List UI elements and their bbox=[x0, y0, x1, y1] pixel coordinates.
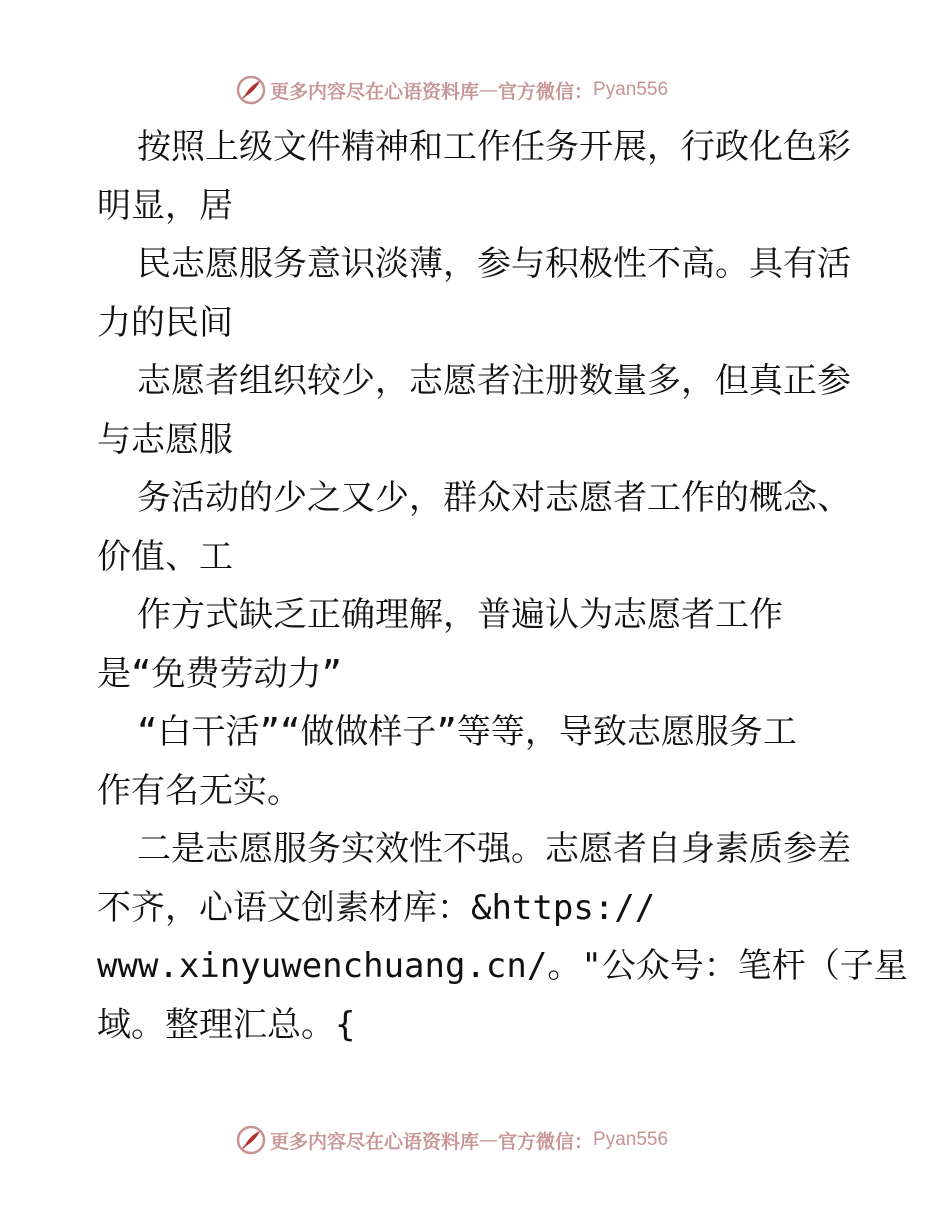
header-wechat-id: Pyan556 bbox=[593, 79, 669, 100]
text-line: 与志愿服 bbox=[97, 419, 233, 460]
header-dash: — bbox=[479, 79, 499, 101]
body-text bbox=[97, 118, 908, 1054]
footer-brand-text: 更多内容尽在心语资料库 bbox=[270, 1130, 480, 1153]
feather-pen-logo-icon bbox=[236, 1125, 266, 1155]
text-line: 域。整理汇总。{ bbox=[97, 1004, 356, 1045]
text-line: 作方式缺乏正确理解，普遍认为志愿者工作 bbox=[137, 595, 783, 635]
text-line: 价值、工 bbox=[97, 536, 233, 577]
footer-dash: — bbox=[479, 1129, 499, 1151]
text-line: 明显，居 bbox=[97, 185, 233, 226]
header-brand-text: 更多内容尽在心语资料库 bbox=[270, 80, 480, 103]
text-line: 民志愿服务意识淡薄，参与积极性不高。具有活 bbox=[137, 244, 851, 284]
text-line: www.xinyuwenchuang.cn/。"公众号：笔杆（子星 bbox=[97, 946, 908, 986]
text-line: 作有名无实。 bbox=[97, 770, 301, 811]
text-line: 按照上级文件精神和工作任务开展，行政化色彩 bbox=[137, 127, 851, 167]
header-wechat-label: 官方微信： bbox=[498, 80, 594, 103]
text-line: 力的民间 bbox=[97, 302, 233, 343]
text-line: 务活动的少之又少，群众对志愿者工作的概念、 bbox=[137, 478, 851, 518]
text-line: 不齐，心语文创素材库：&https:// bbox=[97, 887, 656, 928]
footer-wechat-label: 官方微信： bbox=[498, 1130, 594, 1153]
text-line: 二是志愿服务实效性不强。志愿者自身素质参差 bbox=[137, 829, 851, 869]
text-line: “白干活”“做做样子”等等，导致志愿服务工 bbox=[137, 712, 797, 752]
footer-banner bbox=[236, 1123, 716, 1157]
header-banner bbox=[236, 73, 716, 107]
footer-wechat-id: Pyan556 bbox=[593, 1129, 669, 1150]
text-line: 是“免费劳动力” bbox=[97, 653, 342, 694]
feather-pen-logo-icon bbox=[236, 75, 266, 105]
text-line: 志愿者组织较少，志愿者注册数量多，但真正参 bbox=[137, 361, 851, 401]
